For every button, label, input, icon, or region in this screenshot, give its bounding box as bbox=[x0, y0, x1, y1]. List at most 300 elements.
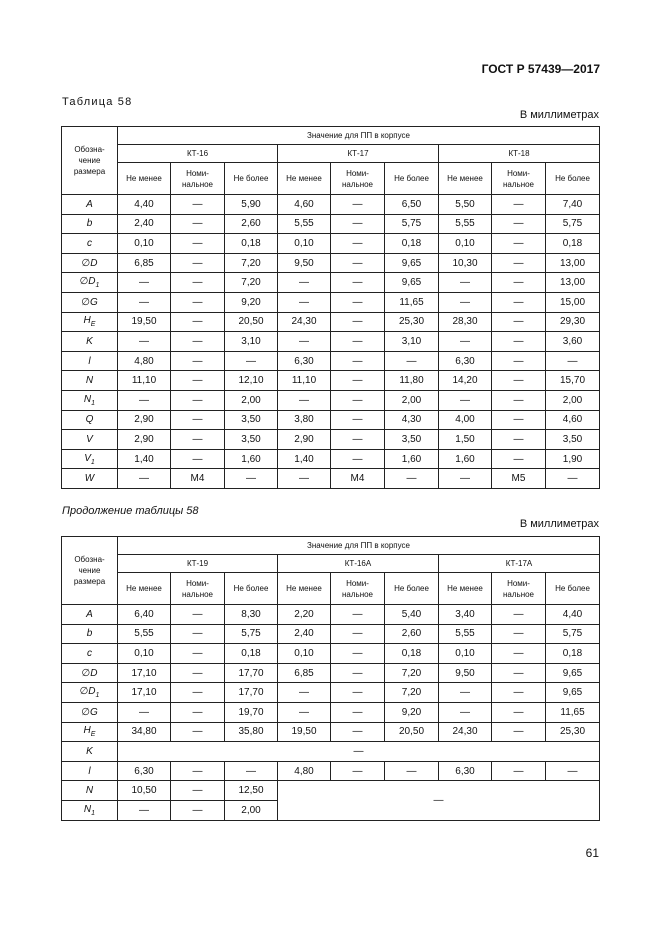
value-cell: — bbox=[278, 332, 331, 352]
table-row bbox=[62, 410, 600, 430]
value-cell: 0,10 bbox=[118, 644, 171, 664]
table-row bbox=[62, 761, 600, 781]
value-cell: 19,50 bbox=[118, 312, 171, 332]
value-cell: 11,10 bbox=[278, 371, 331, 391]
value-cell: 17,70 bbox=[225, 683, 278, 703]
value-cell: — bbox=[331, 292, 385, 312]
value-cell: — bbox=[331, 332, 385, 352]
designation-subscript: E bbox=[90, 731, 96, 739]
value-cell: — bbox=[439, 332, 492, 352]
value-cell: — bbox=[492, 605, 546, 625]
value-cell: — bbox=[492, 390, 546, 410]
value-cell: — bbox=[171, 624, 225, 644]
value-cell: — bbox=[439, 469, 492, 489]
value-cell: 3,50 bbox=[225, 430, 278, 450]
designation-cell: $V_1$ bbox=[62, 449, 118, 469]
value-cell: — bbox=[118, 702, 171, 722]
group-header: КТ-17А bbox=[439, 555, 600, 573]
value-cell: 15,70 bbox=[546, 371, 600, 391]
table-row bbox=[62, 430, 600, 450]
table-row bbox=[62, 624, 600, 644]
value-cell: 3,50 bbox=[546, 430, 600, 450]
value-cell: — bbox=[385, 761, 439, 781]
subheader: Номи- нальное bbox=[331, 163, 385, 195]
value-cell: — bbox=[546, 761, 600, 781]
subheader: Номи- нальное bbox=[492, 163, 546, 195]
value-cell: — bbox=[331, 430, 385, 450]
value-cell: — bbox=[546, 351, 600, 371]
value-cell: — bbox=[331, 644, 385, 664]
table-row bbox=[62, 449, 600, 469]
designation-cell: c bbox=[62, 234, 118, 254]
value-cell: 9,65 bbox=[385, 273, 439, 293]
value-cell: — bbox=[492, 663, 546, 683]
designation-cell: A bbox=[62, 195, 118, 215]
value-cell: 10,30 bbox=[439, 253, 492, 273]
value-cell: 1,50 bbox=[439, 430, 492, 450]
value-cell: — bbox=[331, 351, 385, 371]
value-cell: — bbox=[171, 371, 225, 391]
value-cell: — bbox=[439, 390, 492, 410]
designation-subscript: E bbox=[90, 321, 96, 329]
value-cell: — bbox=[225, 761, 278, 781]
subheader-row bbox=[62, 163, 600, 195]
designation-cell: $N_1$ bbox=[62, 390, 118, 410]
value-cell: 6,30 bbox=[439, 351, 492, 371]
designation-cell: Q bbox=[62, 410, 118, 430]
value-cell: 5,75 bbox=[546, 214, 600, 234]
value-cell: 1,90 bbox=[546, 449, 600, 469]
value-cell: — bbox=[171, 430, 225, 450]
value-cell: 12,10 bbox=[225, 371, 278, 391]
value-cell: — bbox=[171, 234, 225, 254]
value-cell: 7,40 bbox=[546, 195, 600, 215]
designation-cell: W bbox=[62, 469, 118, 489]
value-cell: 5,55 bbox=[278, 214, 331, 234]
value-cell: — bbox=[331, 410, 385, 430]
value-cell: — bbox=[171, 390, 225, 410]
value-cell: 7,20 bbox=[385, 663, 439, 683]
designation-cell: ∅D bbox=[62, 253, 118, 273]
subheader: Номи- нальное bbox=[492, 573, 546, 605]
value-cell: 1,60 bbox=[385, 449, 439, 469]
designation-cell: l bbox=[62, 761, 118, 781]
table-row bbox=[62, 253, 600, 273]
value-cell: 6,40 bbox=[118, 605, 171, 625]
value-cell: 6,30 bbox=[118, 761, 171, 781]
value-cell: — bbox=[278, 292, 331, 312]
value-cell: — bbox=[492, 449, 546, 469]
value-cell: 19,70 bbox=[225, 702, 278, 722]
subheader: Не более bbox=[225, 163, 278, 195]
value-cell: — bbox=[492, 195, 546, 215]
value-cell: — bbox=[492, 214, 546, 234]
designation-cell: A bbox=[62, 605, 118, 625]
value-cell: — bbox=[278, 683, 331, 703]
value-cell: — bbox=[118, 390, 171, 410]
designation-cell: $\emptyset D_1$ bbox=[62, 683, 118, 703]
value-cell: 13,00 bbox=[546, 273, 600, 293]
value-cell: 28,30 bbox=[439, 312, 492, 332]
value-cell: — bbox=[171, 644, 225, 664]
value-cell: — bbox=[331, 273, 385, 293]
value-cell: 5,75 bbox=[546, 624, 600, 644]
table-row bbox=[62, 371, 600, 391]
table-58-continued bbox=[61, 536, 600, 821]
value-cell: M5 bbox=[492, 469, 546, 489]
value-cell: — bbox=[171, 761, 225, 781]
designation-cell: ∅G bbox=[62, 292, 118, 312]
value-cell: 8,30 bbox=[225, 605, 278, 625]
value-cell: — bbox=[492, 683, 546, 703]
value-cell: 2,00 bbox=[225, 390, 278, 410]
table-row bbox=[62, 312, 600, 332]
value-cell: 2,00 bbox=[546, 390, 600, 410]
merged-value-cell: — bbox=[118, 742, 600, 762]
designation-subscript: 1 bbox=[91, 809, 96, 817]
value-cell: — bbox=[171, 410, 225, 430]
value-cell: — bbox=[385, 469, 439, 489]
value-cell: 4,30 bbox=[385, 410, 439, 430]
value-cell: 4,00 bbox=[439, 410, 492, 430]
value-cell: — bbox=[171, 702, 225, 722]
table-row bbox=[62, 390, 600, 410]
designation-subscript: 1 bbox=[95, 692, 100, 700]
value-cell: — bbox=[118, 800, 171, 820]
value-cell: — bbox=[331, 312, 385, 332]
value-cell: — bbox=[492, 761, 546, 781]
value-cell: 0,18 bbox=[225, 234, 278, 254]
subheader: Не менее bbox=[278, 163, 331, 195]
value-cell: 0,18 bbox=[546, 234, 600, 254]
header-row bbox=[62, 127, 600, 145]
value-cell: — bbox=[331, 195, 385, 215]
value-cell: 24,30 bbox=[439, 722, 492, 742]
table-row bbox=[62, 469, 600, 489]
value-cell: 9,65 bbox=[546, 663, 600, 683]
value-cell: 4,80 bbox=[118, 351, 171, 371]
value-cell: 5,75 bbox=[225, 624, 278, 644]
value-cell: — bbox=[331, 624, 385, 644]
designation-cell: V bbox=[62, 430, 118, 450]
designation-subscript: 1 bbox=[95, 282, 100, 290]
value-cell: — bbox=[118, 273, 171, 293]
page-number: 61 bbox=[585, 846, 599, 860]
subheader: Не более bbox=[385, 573, 439, 605]
table-row bbox=[62, 663, 600, 683]
value-cell: M4 bbox=[331, 469, 385, 489]
value-cell: 19,50 bbox=[278, 722, 331, 742]
value-cell: 0,10 bbox=[278, 644, 331, 664]
table-row bbox=[62, 702, 600, 722]
value-cell: — bbox=[171, 273, 225, 293]
value-cell: 17,10 bbox=[118, 663, 171, 683]
value-cell: 3,10 bbox=[385, 332, 439, 352]
designation-cell: N bbox=[62, 781, 118, 801]
value-cell: 6,30 bbox=[278, 351, 331, 371]
value-cell: — bbox=[171, 605, 225, 625]
value-cell: — bbox=[278, 469, 331, 489]
value-cell: — bbox=[331, 253, 385, 273]
designation-subscript: 1 bbox=[91, 399, 96, 407]
table-row bbox=[62, 332, 600, 352]
value-cell: 2,90 bbox=[278, 430, 331, 450]
value-cell: 1,40 bbox=[278, 449, 331, 469]
value-cell: 15,00 bbox=[546, 292, 600, 312]
subheader: Не менее bbox=[439, 573, 492, 605]
designation-cell: K bbox=[62, 332, 118, 352]
designation-cell: $\emptyset D_1$ bbox=[62, 273, 118, 293]
value-cell: 1,60 bbox=[225, 449, 278, 469]
designation-cell: $H_E$ bbox=[62, 722, 118, 742]
value-cell: — bbox=[331, 371, 385, 391]
value-cell: — bbox=[331, 702, 385, 722]
value-cell: 2,60 bbox=[225, 214, 278, 234]
value-cell: 2,20 bbox=[278, 605, 331, 625]
value-cell: 2,90 bbox=[118, 410, 171, 430]
value-cell: — bbox=[171, 292, 225, 312]
value-cell: — bbox=[225, 469, 278, 489]
value-cell: 5,55 bbox=[118, 624, 171, 644]
value-cell: 3,40 bbox=[439, 605, 492, 625]
value-cell: — bbox=[492, 371, 546, 391]
value-cell: 11,65 bbox=[385, 292, 439, 312]
value-cell: 2,00 bbox=[225, 800, 278, 820]
document-code: ГОСТ Р 57439—2017 bbox=[481, 62, 600, 76]
subheader: Не более bbox=[546, 573, 600, 605]
designation-header: Обозна- чение размера bbox=[62, 127, 118, 195]
table-row bbox=[62, 234, 600, 254]
value-cell: — bbox=[492, 332, 546, 352]
group-header-row bbox=[62, 555, 600, 573]
value-cell: 9,65 bbox=[385, 253, 439, 273]
value-cell: 5,55 bbox=[439, 214, 492, 234]
value-cell: 11,10 bbox=[118, 371, 171, 391]
value-cell: 9,20 bbox=[385, 702, 439, 722]
value-cell: 7,20 bbox=[385, 683, 439, 703]
value-cell: 3,50 bbox=[385, 430, 439, 450]
designation-cell: c bbox=[62, 644, 118, 664]
subheader-row bbox=[62, 573, 600, 605]
group-header: КТ-19 bbox=[118, 555, 278, 573]
subheader: Не более bbox=[546, 163, 600, 195]
value-cell: 5,40 bbox=[385, 605, 439, 625]
value-cell: 3,50 bbox=[225, 410, 278, 430]
value-cell: 25,30 bbox=[385, 312, 439, 332]
value-cell: — bbox=[118, 332, 171, 352]
table-row bbox=[62, 195, 600, 215]
value-cell: — bbox=[492, 702, 546, 722]
value-cell: 2,40 bbox=[118, 214, 171, 234]
value-cell: 3,60 bbox=[546, 332, 600, 352]
value-cell: 10,50 bbox=[118, 781, 171, 801]
value-cell: 34,80 bbox=[118, 722, 171, 742]
merged-dash-cell: — bbox=[278, 781, 600, 820]
value-cell: — bbox=[439, 702, 492, 722]
value-cell: — bbox=[118, 469, 171, 489]
value-cell: — bbox=[278, 702, 331, 722]
value-cell: — bbox=[171, 800, 225, 820]
value-cell: — bbox=[331, 663, 385, 683]
value-header: Значение для ПП в корпусе bbox=[118, 537, 600, 555]
value-cell: 35,80 bbox=[225, 722, 278, 742]
value-cell: — bbox=[171, 332, 225, 352]
value-cell: — bbox=[171, 351, 225, 371]
value-cell: 4,60 bbox=[546, 410, 600, 430]
designation-subscript: 1 bbox=[90, 458, 95, 466]
subheader: Не менее bbox=[118, 573, 171, 605]
value-cell: 6,85 bbox=[278, 663, 331, 683]
value-cell: 5,50 bbox=[439, 195, 492, 215]
units-label-1: В миллиметрах bbox=[519, 109, 599, 121]
subheader: Номи- нальное bbox=[171, 573, 225, 605]
value-cell: 9,65 bbox=[546, 683, 600, 703]
value-cell: 1,60 bbox=[439, 449, 492, 469]
value-cell: 0,10 bbox=[439, 644, 492, 664]
value-cell: 0,18 bbox=[546, 644, 600, 664]
value-cell: 0,18 bbox=[385, 234, 439, 254]
value-cell: — bbox=[492, 351, 546, 371]
value-cell: 12,50 bbox=[225, 781, 278, 801]
table-row bbox=[62, 683, 600, 703]
value-cell: — bbox=[492, 430, 546, 450]
value-cell: — bbox=[331, 234, 385, 254]
value-cell: 9,20 bbox=[225, 292, 278, 312]
designation-cell: K bbox=[62, 742, 118, 762]
value-cell: 9,50 bbox=[278, 253, 331, 273]
value-cell: — bbox=[331, 683, 385, 703]
table-58 bbox=[61, 126, 600, 489]
value-cell: — bbox=[439, 292, 492, 312]
value-cell: 6,30 bbox=[439, 761, 492, 781]
value-cell: — bbox=[439, 683, 492, 703]
value-cell: 6,50 bbox=[385, 195, 439, 215]
value-cell: — bbox=[492, 292, 546, 312]
value-cell: 29,30 bbox=[546, 312, 600, 332]
group-header-row bbox=[62, 145, 600, 163]
value-cell: 6,85 bbox=[118, 253, 171, 273]
units-label-2: В миллиметрах bbox=[519, 518, 599, 530]
designation-cell: ∅G bbox=[62, 702, 118, 722]
subheader: Не менее bbox=[439, 163, 492, 195]
value-cell: 7,20 bbox=[225, 273, 278, 293]
value-cell: 14,20 bbox=[439, 371, 492, 391]
group-header: КТ-17 bbox=[278, 145, 439, 163]
value-cell: — bbox=[331, 449, 385, 469]
designation-cell: $N_1$ bbox=[62, 800, 118, 820]
value-cell: 2,60 bbox=[385, 624, 439, 644]
value-cell: 3,10 bbox=[225, 332, 278, 352]
value-cell: 2,00 bbox=[385, 390, 439, 410]
value-cell: — bbox=[171, 195, 225, 215]
designation-cell: $H_E$ bbox=[62, 312, 118, 332]
header-row bbox=[62, 537, 600, 555]
value-cell: 20,50 bbox=[385, 722, 439, 742]
value-cell: — bbox=[439, 273, 492, 293]
group-header: КТ-16А bbox=[278, 555, 439, 573]
table-row bbox=[62, 292, 600, 312]
value-cell: — bbox=[118, 292, 171, 312]
value-cell: 20,50 bbox=[225, 312, 278, 332]
value-cell: 4,60 bbox=[278, 195, 331, 215]
table-continuation-label: Продолжение таблицы 58 bbox=[62, 505, 199, 517]
value-cell: — bbox=[331, 390, 385, 410]
value-cell: 4,40 bbox=[546, 605, 600, 625]
value-cell: — bbox=[331, 722, 385, 742]
value-cell: — bbox=[171, 722, 225, 742]
table-58-label: Таблица 58 bbox=[62, 96, 133, 108]
value-cell: — bbox=[492, 722, 546, 742]
table-row bbox=[62, 742, 600, 762]
value-cell: — bbox=[546, 469, 600, 489]
table-row bbox=[62, 214, 600, 234]
value-cell: 5,90 bbox=[225, 195, 278, 215]
value-cell: — bbox=[171, 253, 225, 273]
value-cell: — bbox=[492, 253, 546, 273]
table-row bbox=[62, 273, 600, 293]
value-cell: — bbox=[171, 683, 225, 703]
designation-cell: b bbox=[62, 624, 118, 644]
group-header: КТ-18 bbox=[439, 145, 600, 163]
value-cell: — bbox=[278, 273, 331, 293]
group-header: КТ-16 bbox=[118, 145, 278, 163]
value-cell: M4 bbox=[171, 469, 225, 489]
table-row bbox=[62, 644, 600, 664]
value-cell: — bbox=[331, 605, 385, 625]
subheader: Номи- нальное bbox=[171, 163, 225, 195]
subheader: Номи- нальное bbox=[331, 573, 385, 605]
value-cell: — bbox=[492, 273, 546, 293]
designation-cell: ∅D bbox=[62, 663, 118, 683]
value-cell: — bbox=[225, 351, 278, 371]
value-cell: — bbox=[171, 449, 225, 469]
value-cell: — bbox=[171, 781, 225, 801]
value-cell: 4,80 bbox=[278, 761, 331, 781]
subheader: Не менее bbox=[118, 163, 171, 195]
subheader: Не более bbox=[225, 573, 278, 605]
value-cell: 9,50 bbox=[439, 663, 492, 683]
value-cell: 2,40 bbox=[278, 624, 331, 644]
value-header: Значение для ПП в корпусе bbox=[118, 127, 600, 145]
value-cell: — bbox=[492, 312, 546, 332]
value-cell: — bbox=[385, 351, 439, 371]
value-cell: 17,70 bbox=[225, 663, 278, 683]
value-cell: 0,18 bbox=[385, 644, 439, 664]
value-cell: 11,65 bbox=[546, 702, 600, 722]
subheader: Не менее bbox=[278, 573, 331, 605]
designation-header: Обозна- чение размера bbox=[62, 537, 118, 605]
value-cell: — bbox=[171, 214, 225, 234]
table-row bbox=[62, 722, 600, 742]
value-cell: 0,10 bbox=[118, 234, 171, 254]
table-row bbox=[62, 605, 600, 625]
value-cell: 2,90 bbox=[118, 430, 171, 450]
designation-cell: N bbox=[62, 371, 118, 391]
value-cell: 0,10 bbox=[278, 234, 331, 254]
value-cell: 0,10 bbox=[439, 234, 492, 254]
value-cell: — bbox=[492, 644, 546, 664]
value-cell: 24,30 bbox=[278, 312, 331, 332]
value-cell: — bbox=[331, 761, 385, 781]
value-cell: 7,20 bbox=[225, 253, 278, 273]
designation-cell: b bbox=[62, 214, 118, 234]
subheader: Не более bbox=[385, 163, 439, 195]
value-cell: — bbox=[492, 624, 546, 644]
value-cell: 5,55 bbox=[439, 624, 492, 644]
value-cell: 1,40 bbox=[118, 449, 171, 469]
value-cell: 3,80 bbox=[278, 410, 331, 430]
designation-cell: l bbox=[62, 351, 118, 371]
